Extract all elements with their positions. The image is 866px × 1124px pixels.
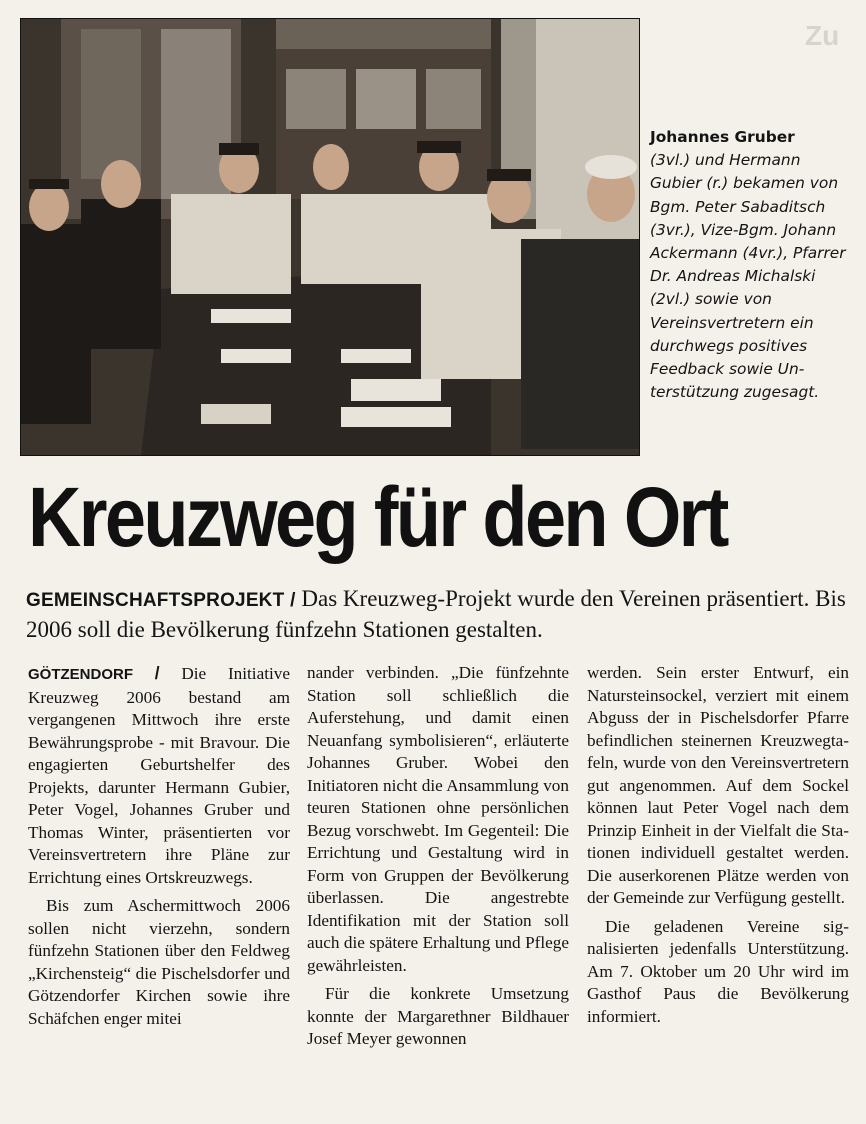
subhead-separator: / (290, 590, 296, 611)
caption-name: Johannes Gruber (650, 128, 795, 146)
photo-illustration (21, 19, 639, 455)
column-2-paragraph-2: Für die konkrete Umsetzung konnte der Margarethner Bildhauer Josef Meyer gewonnen (307, 984, 569, 1048)
article-column-1 (28, 662, 290, 1030)
subhead-kicker: GEMEINSCHAFTSPROJEKT (26, 590, 285, 611)
dateline-separator: / (154, 663, 160, 683)
column-1-paragraph-1 (28, 662, 290, 889)
column-1-paragraph-1-text: Die Initiative Kreuzweg 2006 bestand am vergangenen Mittwoch ihre erste Bewährungsprobe - mit Bravour. Die engagierten Geburtshelfer des Projekts, darunter Hermann Gubier, Peter Vogel, Johannes Gruber und Thomas Winter, präsentierten vor Vereinsvertretern ihre Pläne zur Errichtung eines Ortskreuzwegs. (28, 664, 290, 887)
column-3-paragraph-2: Die geladenen Vereine signalisierten jedenfalls Unterstützung. Am 7. Oktober um 20 Uhr wird im Gasthof Paus die Bevölkerung informiert. (587, 916, 849, 1026)
article-subhead (26, 584, 846, 644)
adjacent-title-fragment: Zu (805, 20, 840, 51)
column-1-paragraph-2: Bis zum Aschermittwoch 2006 sollen nicht vierzehn, sondern fünfzehn Stationen über den Feldweg „Kirchensteig“ die Pischelsdorfer und Götzendorfer Kirchen sowie ihre Schäfchen enger mitei (28, 896, 290, 1028)
article-headline: Kreuzweg für den Ort (28, 470, 727, 564)
dateline: GÖTZENDORF (28, 666, 133, 683)
adjacent-article-fragment (645, 18, 850, 128)
article-column-3 (587, 662, 849, 1028)
column-3-paragraph-1: werden. Sein erster Entwurf, ein Natursteinsockel, verziert mit einem Abguss der in Pischelsdorfer Pfarre befindlichen steinernen Kreuzwegtafeln, wurde von den Vereinsvertretern gut angenommen. Auf dem Sockel können laut Peter Vogel nach dem Prinzip Einheit in der Vielfalt die Stationen individuell gestaltet werden. Die auserkorenen Plätze werden von der Gemeinde zur Verfügung gestellt. (587, 663, 849, 907)
article-photo (20, 18, 640, 456)
column-2-paragraph-1: nander verbinden. „Die fünfzehnte Station soll schließlich die Auferstehung, und damit einen Neuanfang symbolisieren“, erläuterte Johannes Gruber. Wobei den Initiatoren nicht die Ansammlung von teuren Stationen ohne persönlichen Bezug vorschwebt. Im Gegenteil: Die Errichtung und Gestaltung wird in Form von Gruppen der Bevölkerung überlassen. Die angestrebte Identifikation mit der Station soll auch die spätere Erhaltung und Pflege gewährleisten. (307, 663, 569, 975)
caption-text: (3vl.) und Hermann Gubier (r.) bekamen von Bgm. Peter Sabaditsch (3vr.), Vize-Bgm. Johann Ackermann (4vr.), Pfarrer Dr. Andreas Michalski (2vl.) sowie von Vereinsvertretern ein durchwegs positives Feedback sowie Unterstützung zugesagt. (650, 151, 846, 402)
photo-caption (650, 126, 850, 404)
article-column-2 (307, 662, 569, 1051)
subhead-text: Das Kreuzweg-Projekt wurde den Vereinen präsentiert. Bis 2006 soll die Bevölkerung fünfzehn Stationen gestalten. (26, 586, 846, 642)
